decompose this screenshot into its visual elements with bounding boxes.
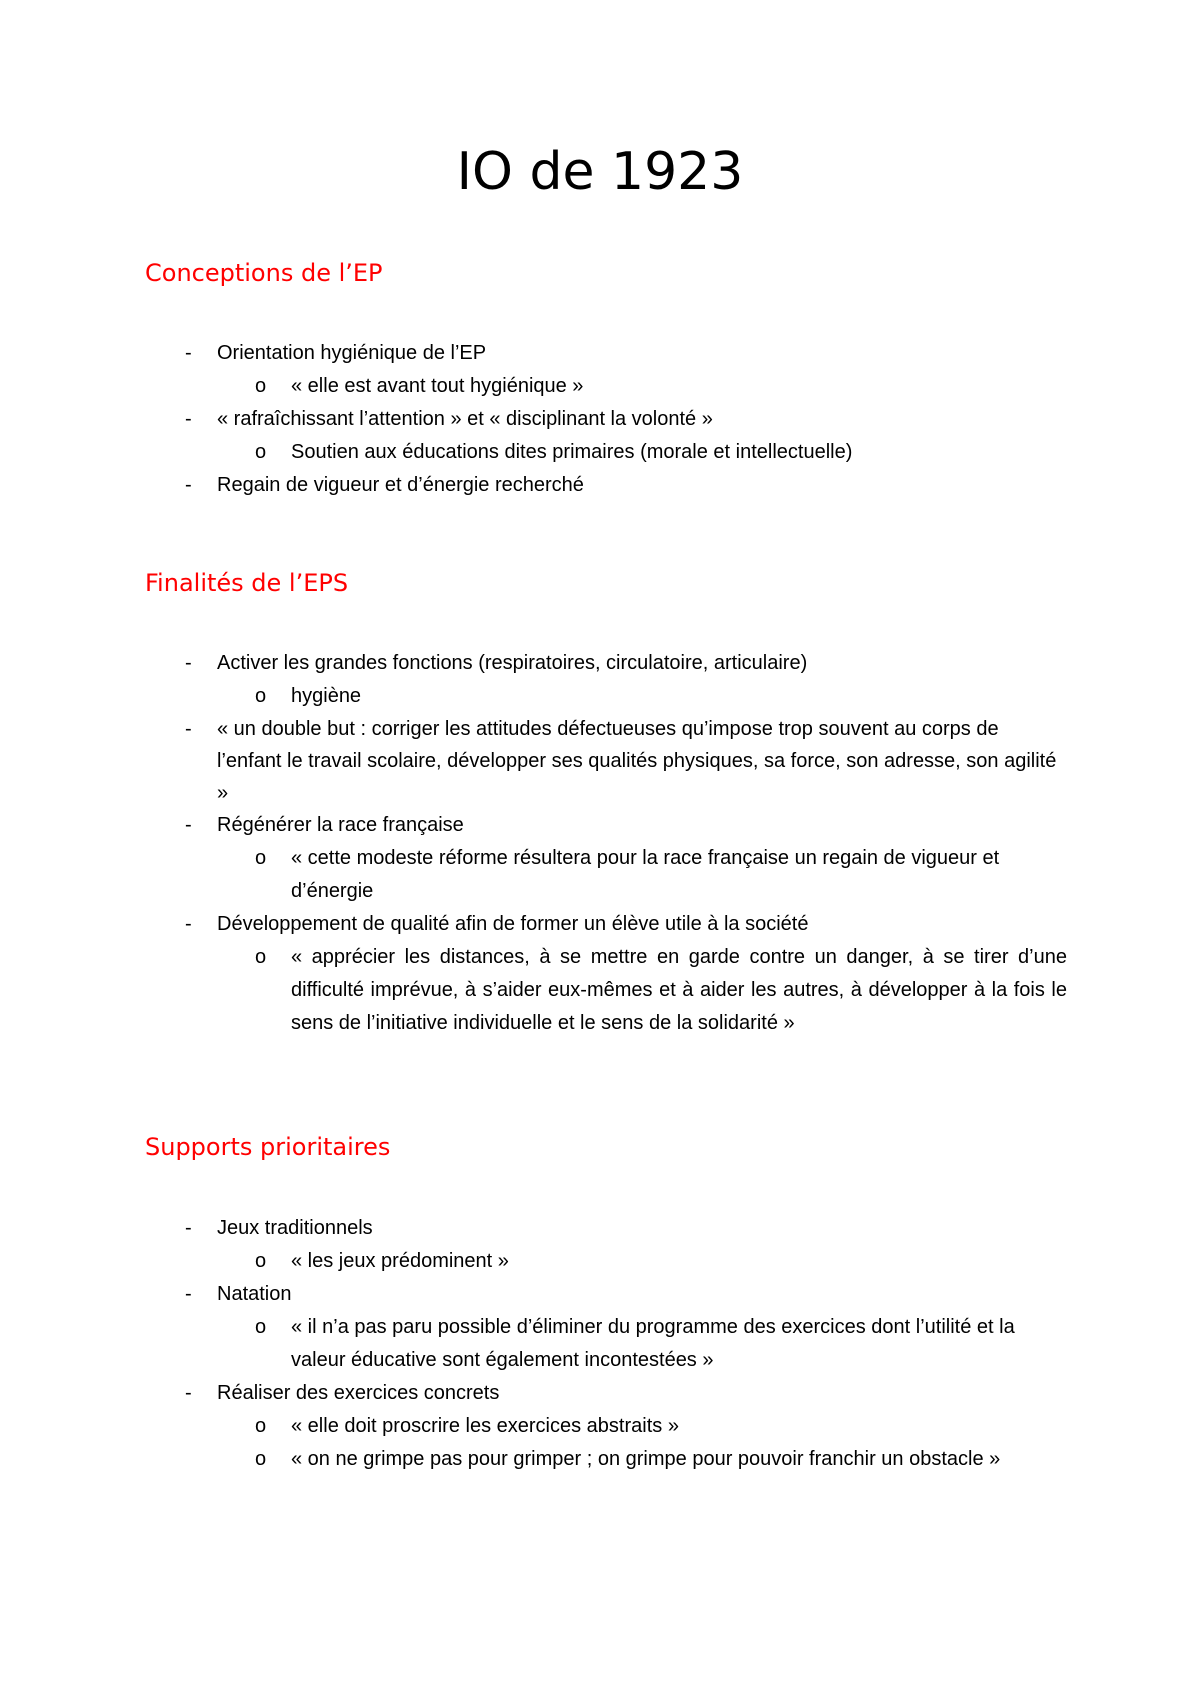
list-item [0, 1278, 1067, 1311]
list-item [0, 1377, 1067, 1410]
document-title: IO de 1923 [456, 142, 744, 202]
sub-list-item [0, 1245, 1067, 1278]
sub-list-item [0, 842, 1067, 908]
sub-list-item [0, 1410, 1067, 1443]
dash-bullet: - [185, 652, 192, 674]
list-item-text: Regain de vigueur et d’énergie recherché [217, 474, 584, 496]
list-item-text: « rafraîchissant l’attention » et « disciplinant la volonté » [217, 408, 713, 430]
circle-bullet: o [255, 1250, 267, 1272]
dash-bullet: - [185, 1382, 192, 1404]
sub-list-item [0, 941, 1067, 1040]
sub-list-item [0, 370, 1067, 403]
sub-list-item-text: Soutien aux éducations dites primaires (morale et intellectuelle) [291, 441, 853, 463]
sub-list-item-text: « apprécier les distances, à se mettre en garde contre un danger, à se tirer d’une difficulté imprévue, à s’aider eux-mêmes et à aider les autres, à développer à la fois le sens de l’initiative individuelle et le sens de la solidarité » [291, 946, 1067, 1034]
dash-bullet: - [185, 913, 192, 935]
list-item-text: Jeux traditionnels [217, 1217, 373, 1239]
section-heading-conceptions: Conceptions de l’EP [145, 259, 383, 287]
sub-list-item-text: « cette modeste réforme résultera pour la race française un regain de vigueur et d’énergie [291, 847, 1000, 902]
list-item [0, 908, 1067, 941]
circle-bullet: o [255, 1448, 267, 1470]
sub-list-item [0, 680, 1067, 713]
list-item-text: Activer les grandes fonctions (respiratoires, circulatoire, articulaire) [217, 652, 808, 674]
dash-bullet: - [185, 1217, 192, 1239]
sub-list-item-text: « elle est avant tout hygiénique » [291, 375, 584, 397]
circle-bullet: o [255, 946, 267, 968]
section-heading-finalites: Finalités de l’EPS [145, 569, 349, 597]
section-list-conceptions [0, 337, 1200, 502]
sub-list-item-text: « elle doit proscrire les exercices abstraits » [291, 1415, 679, 1437]
list-item-text: Orientation hygiénique de l’EP [217, 342, 487, 364]
list-item-text: Réaliser des exercices concrets [217, 1382, 500, 1404]
sub-list-item [0, 1443, 1067, 1476]
circle-bullet: o [255, 375, 267, 397]
circle-bullet: o [255, 847, 267, 869]
list-item-text: « un double but : corriger les attitudes défectueuses qu’impose trop souvent au corps de l’enfant le travail scolaire, développer ses qualités physiques, sa force, son adresse, son agilité » [217, 718, 1057, 804]
dash-bullet: - [185, 1283, 192, 1305]
list-item [0, 713, 1067, 809]
dash-bullet: - [185, 814, 192, 836]
list-item-text: Natation [217, 1283, 292, 1305]
section-list-finalites [0, 647, 1200, 1040]
sub-list-item-text: hygiène [291, 685, 362, 707]
dash-bullet: - [185, 718, 192, 740]
list-item-text: Régénérer la race française [217, 814, 464, 836]
sub-list-item-text: « il n’a pas paru possible d’éliminer du programme des exercices dont l’utilité et la valeur éducative sont également incontestées » [291, 1316, 1015, 1371]
dash-bullet: - [185, 342, 192, 364]
circle-bullet: o [255, 441, 267, 463]
list-item [0, 1212, 1067, 1245]
list-item [0, 469, 1067, 502]
sub-list-item [0, 436, 1067, 469]
dash-bullet: - [185, 474, 192, 496]
sub-list-item [0, 1311, 1067, 1377]
circle-bullet: o [255, 685, 267, 707]
sub-list-item-text: « on ne grimpe pas pour grimper ; on grimpe pour pouvoir franchir un obstacle » [291, 1448, 1001, 1470]
section-list-supports [0, 1212, 1200, 1476]
circle-bullet: o [255, 1415, 267, 1437]
list-item [0, 337, 1067, 370]
list-item [0, 647, 1067, 680]
dash-bullet: - [185, 408, 192, 430]
list-item-text: Développement de qualité afin de former un élève utile à la société [217, 913, 809, 935]
circle-bullet: o [255, 1316, 267, 1338]
sub-list-item-text: « les jeux prédominent » [291, 1250, 509, 1272]
list-item [0, 403, 1067, 436]
list-item [0, 809, 1067, 842]
section-heading-supports: Supports prioritaires [145, 1133, 391, 1161]
